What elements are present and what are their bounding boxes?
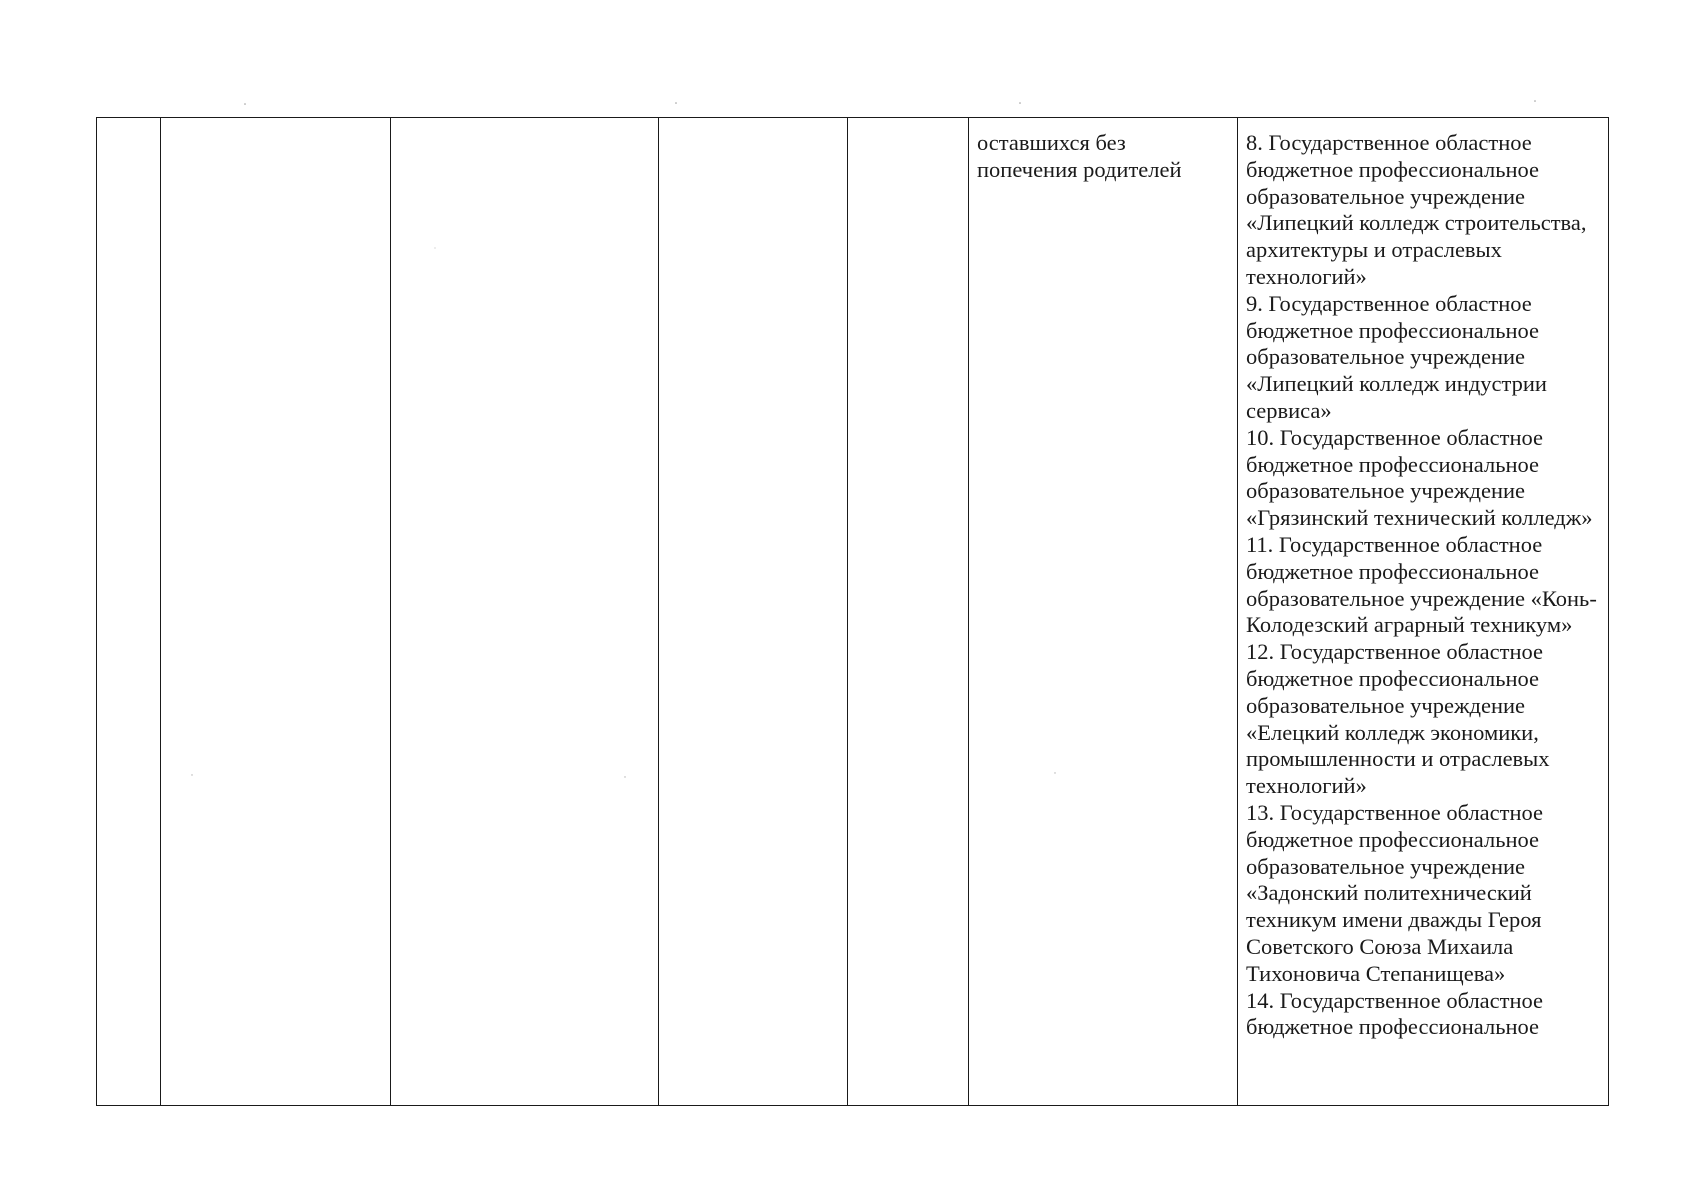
list-item: 8. Государственное областное бюджетное профессиональное образовательное учреждение «Липецкий колледж строительства, архитектуры и отраслевых технологий» (1246, 130, 1587, 289)
list-item: 11. Государственное областное бюджетное профессиональное образовательное учреждение «Конь-Колодезский аграрный техникум» (1246, 531, 1597, 638)
cell-category: оставшихся без попечения родителей (969, 118, 1238, 1106)
list-item: 13. Государственное областное бюджетное профессиональное образовательное учреждение «Задонский политехнический техникум имени дважды Героя Советского Союза Михаила Тихоновича Степанищева» (1246, 799, 1544, 986)
list-item: 9. Государственное областное бюджетное профессиональное образовательное учреждение «Липецкий колледж индустрии сервиса» (1246, 290, 1547, 423)
list-item: 14. Государственное областное бюджетное профессиональное (1246, 987, 1544, 1040)
list-item: 10. Государственное областное бюджетное профессиональное образовательное учреждение «Грязинский технический колледж» (1246, 424, 1593, 531)
list-item: 12. Государственное областное бюджетное профессиональное образовательное учреждение «Елецкий колледж экономики, промышленности и отраслевых технологий» (1246, 639, 1550, 799)
